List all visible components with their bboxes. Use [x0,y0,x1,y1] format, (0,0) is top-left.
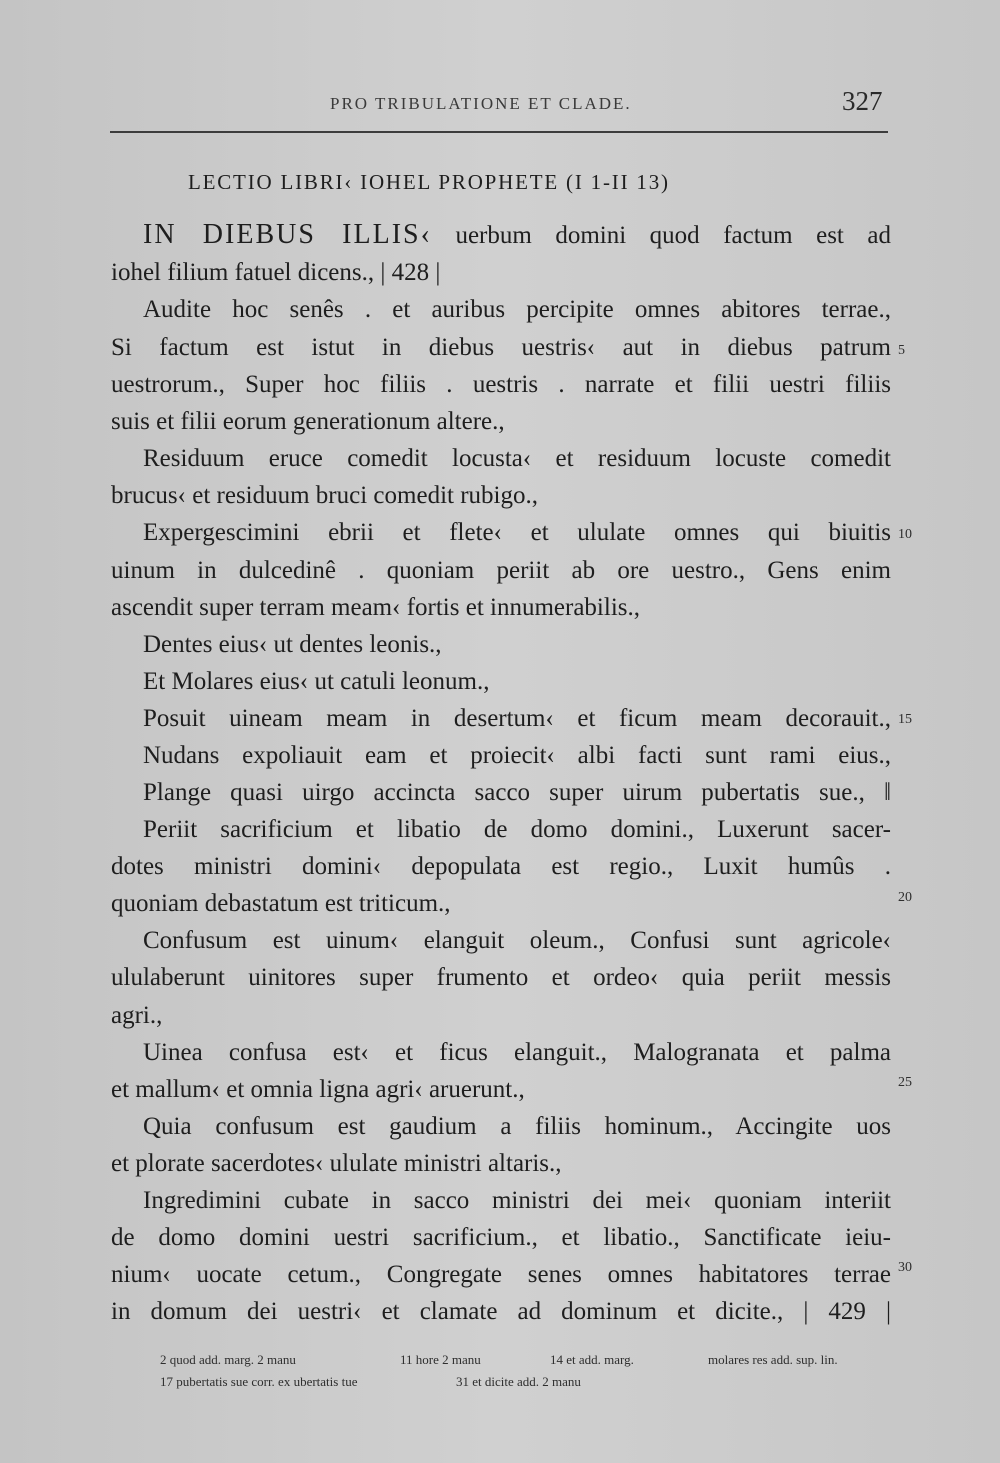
page-number: 327 [842,86,883,116]
footnote-row [160,1374,900,1396]
text-line: Confusum est uinum‹ elanguit oleum., Confusi sunt agricole‹ [143,927,891,954]
opening-rest: uerbum domini quod factum est ad [431,222,891,249]
footnote: 17 pubertatis sue corr. ex ubertatis tue [160,1374,358,1389]
text-line: Audite hoc senês . et auribus percipite omnes abitores terrae., [143,296,891,323]
line-number: 5 [898,343,905,358]
text-line: ululaberunt uinitores super frumento et ordeo‹ quia periit messis [111,964,891,991]
text-line: Plange quasi uirgo accincta sacco super uirum pubertatis sue., ‖ [143,779,891,806]
footnote: 2 quod add. marg. 2 manu [160,1352,296,1367]
footnotes [160,1352,900,1396]
text-line: de domo domini uestri sacrificium., et libatio., Sanctificate ieiu- [111,1224,891,1251]
footnote: molares res add. sup. lin. [708,1352,838,1367]
text-line: iohel filium fatuel dicens., | 428 | [111,259,441,286]
line-number: 30 [898,1260,912,1275]
text-line: Nudans expoliauit eam et proiecit‹ albi facti sunt rami eius., [143,742,891,769]
text-line: Ingredimini cubate in sacco ministri dei mei‹ quoniam interiit [143,1187,891,1214]
text-line: dotes ministri domini‹ depopulata est regio., Luxit humûs . [111,853,891,880]
text-line: et mallum‹ et omnia ligna agri‹ aruerunt., [111,1076,525,1103]
text-line: Et Molares eius‹ ut catuli leonum., [143,668,490,695]
text-line: suis et filii eorum generationum altere., [111,408,505,435]
text-line: in domum dei uestri‹ et clamate ad dominum et dicite., | 429 | [111,1298,891,1325]
text-line: Dentes eius‹ ut dentes leonis., [143,631,442,658]
running-head: PRO TRIBULATIONE ET CLADE. [330,94,632,113]
text-line: Posuit uineam meam in desertum‹ et ficum meam decorauit., [143,705,891,732]
text-line: Uinea confusa est‹ et ficus elanguit., Malogranata et palma [143,1039,891,1066]
text-line: Si factum est istut in diebus uestris‹ aut in diebus patrum [111,334,891,361]
lection-title: LECTIO LIBRI‹ IOHEL PROPHETE (I 1-II 13) [188,170,670,194]
text-line: quoniam debastatum est triticum., [111,890,451,917]
text-line: Expergescimini ebrii et flete‹ et ululate omnes qui biuitis [143,519,891,546]
opening-capitals: IN DIEBUS ILLIS‹ [143,219,432,250]
text-line: nium‹ uocate cetum., Congregate senes omnes habitatores terrae [111,1261,891,1288]
footnote: 14 et add. marg. [550,1352,634,1367]
text-line: Residuum eruce comedit locusta‹ et residuum locuste comedit [143,445,891,472]
text-line: Quia confusum est gaudium a filiis hominum., Accingite uos [143,1113,891,1140]
text-line: uestrorum., Super hoc filiis . uestris . narrate et filii uestri filiis [111,371,891,398]
header-rule [110,131,888,133]
text-line-opening [143,220,891,251]
text-line: et plorate sacerdotes‹ ululate ministri altaris., [111,1150,562,1177]
footnote-row [160,1352,900,1374]
line-number: 15 [898,712,912,727]
text-line: brucus‹ et residuum bruci comedit rubigo., [111,482,538,509]
footnote: 11 hore 2 manu [400,1352,481,1367]
line-number: 10 [898,527,912,542]
text-line: uinum in dulcedinê . quoniam periit ab ore uestro., Gens enim [111,557,891,584]
text-line: Periit sacrificium et libatio de domo domini., Luxerunt sacer- [143,816,891,843]
line-number: 20 [898,890,912,905]
footnote: 31 et dicite add. 2 manu [456,1374,581,1389]
text-line: ascendit super terram meam‹ fortis et innumerabilis., [111,594,640,621]
line-number: 25 [898,1075,912,1090]
text-line: agri., [111,1002,163,1029]
